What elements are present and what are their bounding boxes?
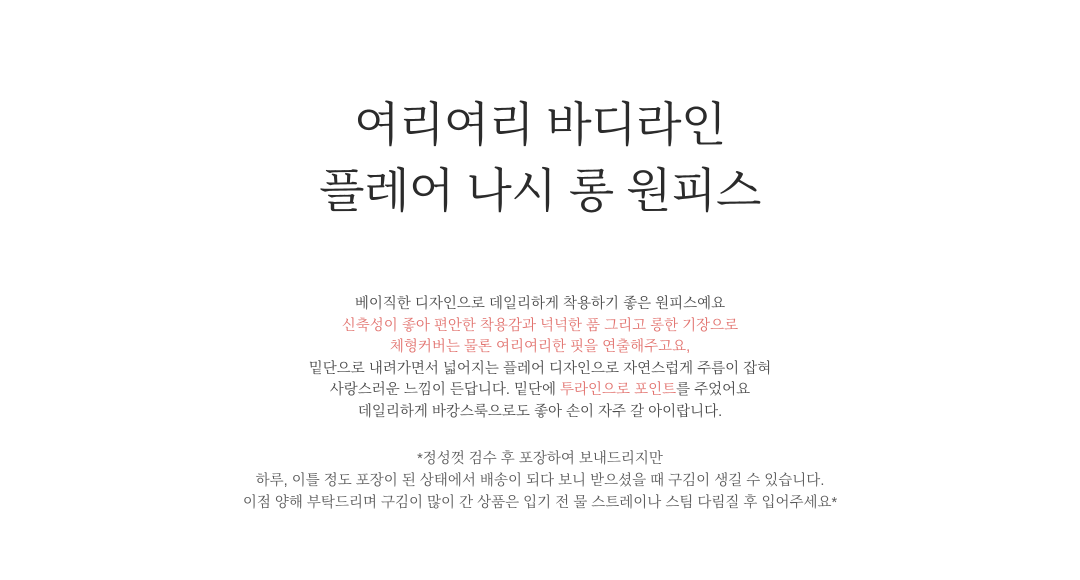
description-line: 체형커버는 물론 여리여리한 핏을 연출해주고요, [389, 339, 691, 355]
description-line-suffix: 를 주었어요 [676, 382, 751, 398]
description-line: 데일리하게 바캉스룩으로도 좋아 손이 자주 갈 아이랍니다. [357, 403, 723, 420]
description-line: 밑단으로 내려가면서 넓어지는 플레어 디자인으로 자연스럽게 주름이 잡혀 [308, 360, 772, 377]
description-highlight: 투라인으로 포인트 [560, 382, 677, 398]
description-line-highlighted [0, 380, 1080, 402]
product-description [0, 294, 1080, 423]
description-line: 신축성이 좋아 편안한 착용감과 넉넉한 품 그리고 롱한 기장으로 [341, 317, 739, 334]
description-line: 베이직한 디자인으로 데일리하게 착용하기 좋은 원피스예요 [354, 296, 726, 312]
notice-line: 하루, 이틀 정도 포장이 된 상태에서 배송이 되다 보니 받으셨을 때 구김이 생길 수 있습니다. [255, 473, 825, 489]
notice-line: 이점 양해 부탁드리며 구김이 많이 간 상품은 입기 전 물 스트레이나 스팀 다림질 후 입어주세요* [242, 495, 838, 511]
notice-line: *정성껏 검수 후 포장하여 보내드리지만 [417, 451, 663, 467]
description-line-prefix: 사랑스러운 느낌이 든답니다. 밑단에 [329, 382, 561, 398]
product-title-line-1: 여리여리 바디라인 [354, 98, 726, 151]
shipping-notice [0, 448, 1080, 514]
product-title-line-2: 플레어 나시 롱 원피스 [319, 164, 761, 217]
product-title [0, 92, 1080, 224]
